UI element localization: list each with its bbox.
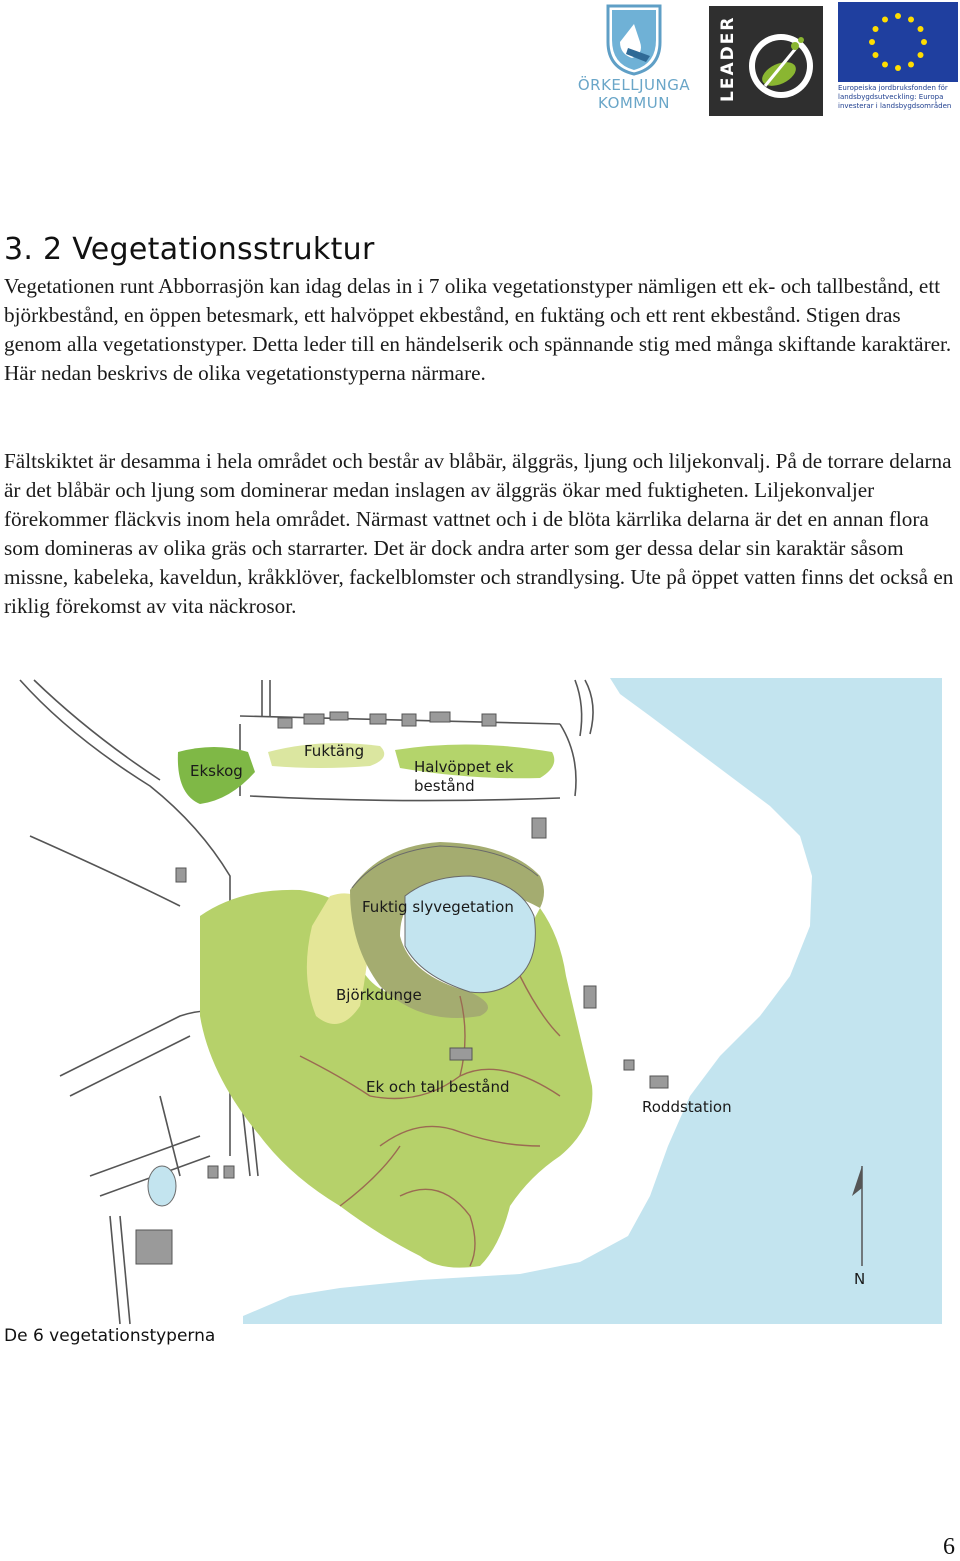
label-fuktig-slyvegetation: Fuktig slyvegetation [362, 898, 514, 916]
building [370, 714, 386, 724]
building [224, 1166, 234, 1178]
label-north: N [854, 1270, 866, 1288]
leader-wordmark: LEADER [718, 15, 738, 102]
label-bjorkdunge: Björkdunge [336, 986, 422, 1004]
section-heading: 3. 2 Vegetationsstruktur [4, 232, 375, 267]
eu-logo [838, 2, 958, 122]
eu-flag-icon [838, 2, 958, 82]
leader-emblem-icon [709, 6, 823, 116]
small-pond [148, 1166, 176, 1206]
label-halvoppet-1: Halvöppet ek [414, 758, 514, 776]
label-fuktang: Fuktäng [304, 742, 365, 760]
leader-logo [709, 6, 823, 116]
map-caption: De 6 vegetationstyperna [4, 1326, 216, 1346]
vegetation-map [0, 676, 944, 1326]
building [584, 986, 596, 1008]
label-halvoppet-2: bestånd [414, 777, 475, 795]
logo-bar [570, 0, 960, 125]
kommun-name-line1: ÖRKELLJUNGA [577, 76, 691, 94]
building [304, 714, 324, 724]
label-roddstation: Roddstation [642, 1098, 732, 1116]
page-number: 6 [943, 1534, 955, 1560]
building [450, 1048, 472, 1060]
building [650, 1076, 668, 1088]
building [176, 868, 186, 882]
building [532, 818, 546, 838]
building [402, 714, 416, 726]
field-layer-paragraph: Fältskiktet är desamma i hela området och består av blåbär, älggräs, ljung och liljekonvalj. På de torrare delarna är det blåbär och ljung som dominerar medan inslagen av älggräs ökar med fuktigheten. Liljekonvaljer förekommer fläckvis inom hela området. Närmast vattnet och i de blöta kärrlika delarna är det en annan flora som domineras av olika gräs och starrarter. Det är dock andra arter som ger dessa delar sin karaktär såsom missne, kabeleka, kaveldun, kråkklöver, fackelblomster och strandlysing. Ute på öppet vatten finns det också en riklig förekomst av vita näckrosor. [4, 449, 954, 618]
building [208, 1166, 218, 1178]
building [482, 714, 496, 726]
orkelljunga-kommun-logo [572, 2, 696, 120]
kommun-name [572, 76, 696, 112]
kommun-name-line2: KOMMUN [598, 94, 670, 112]
intro-paragraph: Vegetationen runt Abborrasjön kan idag delas in i 7 olika vegetationstyper nämligen ett ek- och tallbestånd, ett björkbestånd, en öppen betesmark, ett halvöppet ekbestånd, en fuktäng och ett rent ekbestånd. Stigen dras genom alla vegetationstyper. Detta leder till en händelserik och spännande stig med många skiftande karaktärer. Här nedan beskrivs de olika vegetationstyperna närmare. [4, 274, 952, 385]
label-ek-och-tall: Ek och tall bestånd [366, 1078, 510, 1096]
building [624, 1060, 634, 1070]
building [330, 712, 348, 720]
building [430, 712, 450, 722]
building [136, 1230, 172, 1264]
building [278, 718, 292, 728]
eu-caption: Europeiska jordbruksfonden för landsbygdsutveckling: Europa investerar i landsbygdsområden [838, 84, 952, 110]
kommun-shield-icon [572, 2, 696, 76]
label-ekskog: Ekskog [190, 762, 243, 780]
